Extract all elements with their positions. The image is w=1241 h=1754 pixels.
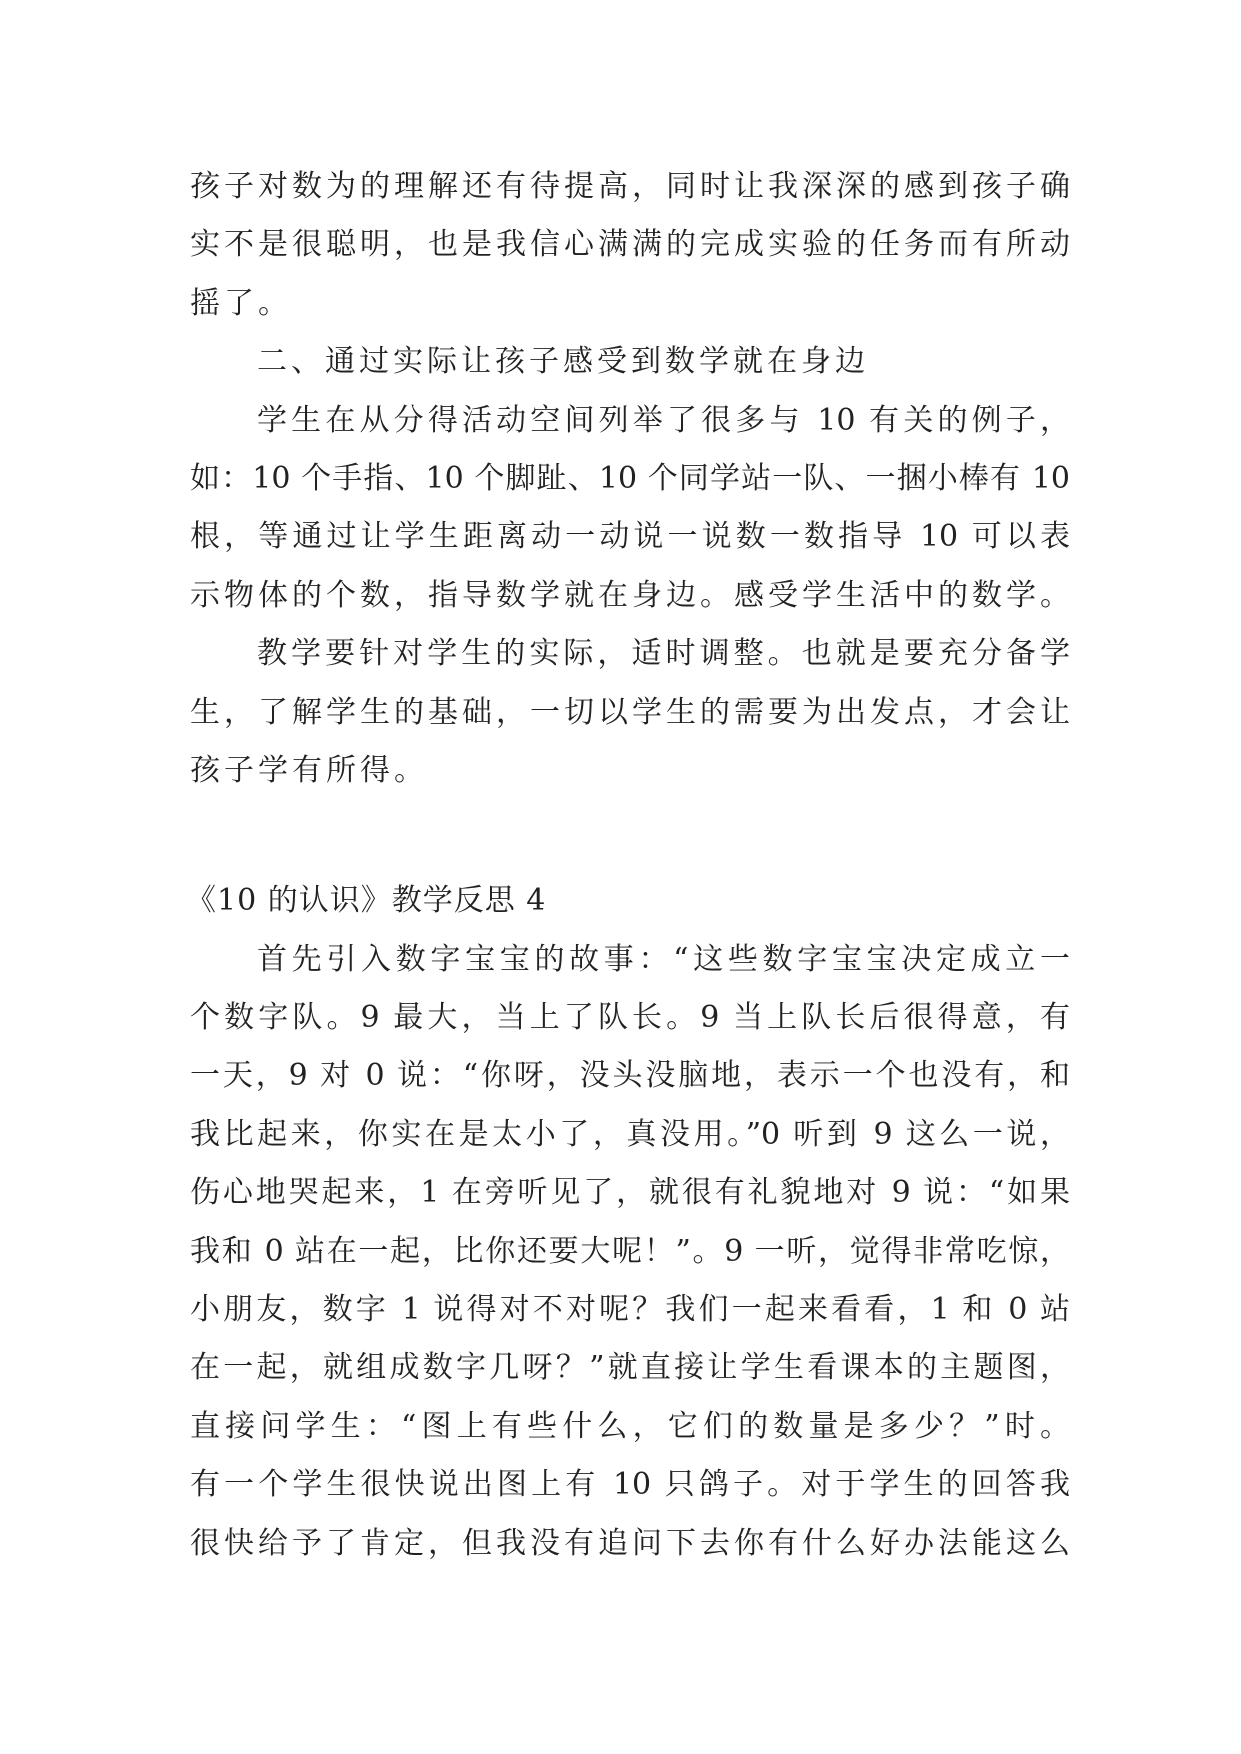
paragraph-examples — [190, 392, 1070, 626]
text-line: 实不是很聪明，也是我信心满满的完成实验的任务而有所动 — [190, 227, 1070, 263]
text-line: 直接问学生：“图上有些什么，它们的数量是多少？”时。 — [190, 1408, 1070, 1444]
text-line: 首先引入数字宝宝的故事：“这些数字宝宝决定成立一 — [257, 941, 1070, 977]
section-gap — [190, 800, 1070, 872]
text-line: 个数字队。9 最大，当上了队长。9 当上队长后很得意，有 — [190, 1000, 1070, 1036]
text-line: 孩子学有所得。 — [190, 752, 428, 788]
text-line: 我比起来，你实在是太小了，真没用。”0 听到 9 这么一说， — [190, 1116, 1070, 1152]
paragraph-continuation — [190, 158, 1070, 333]
text-line: 示物体的个数，指导数学就在身边。感受学生活中的数学。 — [190, 577, 1070, 613]
text-line: 孩子对数为的理解还有待提高，同时让我深深的感到孩子确 — [190, 169, 1070, 204]
text-line: 伤心地哭起来，1 在旁听见了，就很有礼貌地对 9 说：“如果 — [190, 1175, 1070, 1211]
document-page — [186, 158, 1070, 1573]
section-heading: 二、通过实际让孩子感受到数学就在身边 — [257, 344, 869, 380]
text-line: 一天，9 对 0 说：“你呀，没头没脑地，表示一个也没有，和 — [190, 1058, 1070, 1094]
text-line: 在一起，就组成数字几呀？”就直接让学生看课本的主题图， — [190, 1350, 1070, 1386]
text-line: 很快给予了肯定，但我没有追问下去你有什么好办法能这么 — [190, 1525, 1070, 1561]
text-line: 如：10 个手指、10 个脚趾、10 个同学站一队、一捆小棒有 10 — [190, 460, 1070, 496]
text-line: 我和 0 站在一起，比你还要大呢！”。9 一听，觉得非常吃惊， — [190, 1233, 1070, 1269]
text-line: 摇了。 — [190, 285, 292, 321]
text-line: 教学要针对学生的实际，适时调整。也就是要充分备学 — [257, 636, 1070, 672]
text-line: 根，等通过让学生距离动一动说一说数一数指导 10 可以表 — [190, 519, 1070, 555]
paragraph-story — [190, 931, 1070, 1573]
paragraph-summary — [190, 625, 1070, 800]
text-line: 有一个学生很快说出图上有 10 只鸽子。对于学生的回答我 — [190, 1467, 1070, 1503]
text-line: 小朋友，数字 1 说得对不对呢？我们一起来看看，1 和 0 站 — [190, 1292, 1070, 1328]
document-title: 《10 的认识》教学反思 4 — [186, 883, 547, 919]
text-line: 学生在从分得活动空间列举了很多与 10 有关的例子， — [257, 402, 1070, 438]
text-line: 生，了解学生的基础，一切以学生的需要为出发点，才会让 — [190, 694, 1070, 730]
